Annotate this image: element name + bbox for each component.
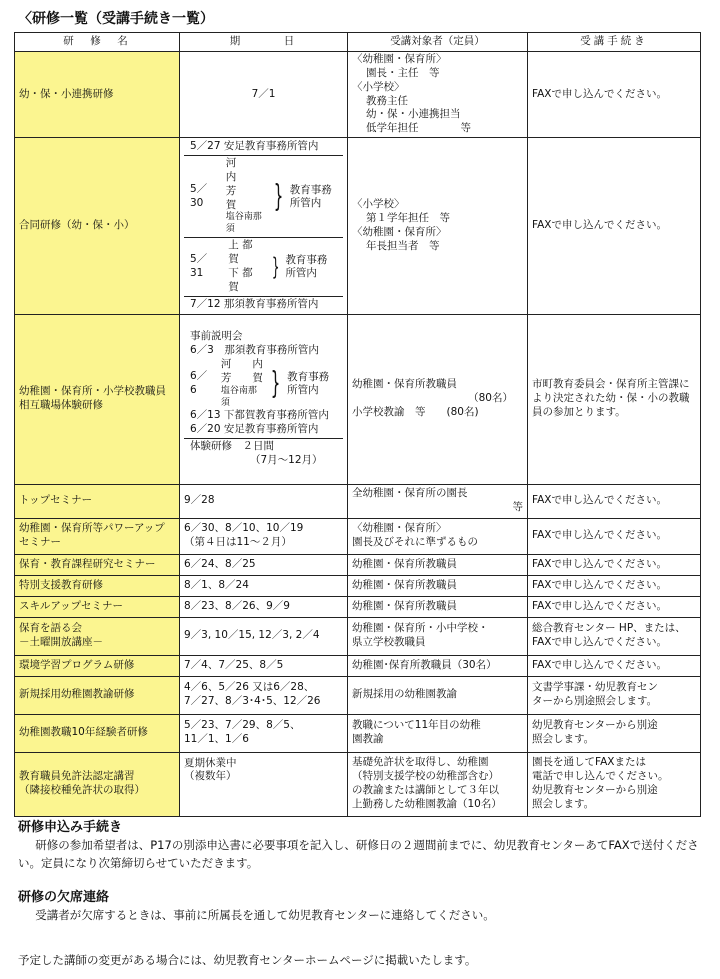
date-segment xyxy=(184,329,343,439)
training-name: 新規採用幼稚園教諭研修 xyxy=(15,676,180,714)
date-segment: 5／27 安足教育事務所管内 xyxy=(184,139,343,156)
date-line: 夏期休業中 xyxy=(184,756,237,769)
training-name: 保育・教育課程研究セミナー xyxy=(15,554,180,575)
date-line: 体験研修 ２日間 xyxy=(190,440,274,453)
table-row xyxy=(15,554,701,575)
office-name: 河 内 xyxy=(220,357,263,370)
date-line: 6／13 下都賀教育事務所管内 xyxy=(190,409,329,422)
date-line: 6／3 那須教育事務所管内 xyxy=(190,344,319,357)
training-proc xyxy=(528,617,701,655)
training-target xyxy=(348,314,528,484)
date-segment xyxy=(184,238,343,296)
proc-line: FAXで申し込んでください。 xyxy=(532,636,667,648)
training-target xyxy=(348,714,528,752)
table-row xyxy=(15,752,701,816)
training-name: 合同研修（幼・保・小） xyxy=(15,138,180,314)
training-target xyxy=(348,484,528,518)
office-label: 教育事務所管内 xyxy=(287,371,330,396)
training-proc: FAXで申し込んでください。 xyxy=(528,596,701,617)
training-target xyxy=(348,752,528,816)
training-date: 9／3, 10／15, 12／3, 2／4 xyxy=(180,617,348,655)
training-target: 幼稚園・保育所教職員 xyxy=(348,575,528,596)
office-name: 河 内 xyxy=(225,157,258,183)
training-proc xyxy=(528,676,701,714)
training-name: 環境学習プログラム研修 xyxy=(15,655,180,676)
date-segment xyxy=(184,439,343,469)
training-date: 9／28 xyxy=(180,484,348,518)
date-line: 4／6、5／26 又は6／28、 xyxy=(184,681,315,694)
training-name: 幼稚園・保育所等パワーアップセミナー xyxy=(15,518,180,554)
office-name: 上 都 賀 xyxy=(228,239,253,266)
target-line: 〈幼稚園・保育所〉 xyxy=(352,522,447,535)
target-line: 幼・保・小連携担当 xyxy=(366,108,461,121)
table-row xyxy=(15,714,701,752)
table-row xyxy=(15,484,701,518)
target-line: 〈幼稚園・保育所〉 xyxy=(352,225,447,238)
training-date xyxy=(180,518,348,554)
target-line: 〈小学校〉 xyxy=(352,198,405,211)
target-line: 幼稚園・保育所・小中学校・ xyxy=(352,622,489,635)
proc-line: 照会します。 xyxy=(532,797,595,810)
table-row xyxy=(15,52,701,138)
target-line: 〈小学校〉 xyxy=(352,80,405,93)
target-line: 上勤務した幼稚園教諭（10名） xyxy=(352,797,502,810)
training-date: 6／24、8／25 xyxy=(180,554,348,575)
table-header-row xyxy=(15,33,701,52)
training-date: 7／4、7／25、8／5 xyxy=(180,655,348,676)
proc-line: 照会します。 xyxy=(532,733,595,745)
table-row xyxy=(15,518,701,554)
training-name: 特別支援教育研修 xyxy=(15,575,180,596)
target-line: 〈幼稚園・保育所〉 xyxy=(352,53,447,65)
training-proc: FAXで申し込んでください。 xyxy=(528,655,701,676)
office-name: 下 都 賀 xyxy=(228,266,253,293)
training-date xyxy=(180,314,348,484)
training-name xyxy=(15,617,180,655)
target-line: の教諭または講師として３年以 xyxy=(352,784,499,796)
training-target: 幼稚園･保育所教職員（30名） xyxy=(348,655,528,676)
training-proc: FAXで申し込んでください。 xyxy=(528,52,701,138)
proc-line: 電話で申し込んでください。 xyxy=(532,770,669,783)
date-line: 5／23、7／29、8／5、 xyxy=(184,719,301,732)
proc-line: 総合教育センター HP、または、 xyxy=(532,622,686,635)
table-row xyxy=(15,314,701,484)
date-line: （第４日は11～２月） xyxy=(184,536,292,548)
table-row xyxy=(15,676,701,714)
training-date xyxy=(180,752,348,816)
page-title: 〈研修一覧（受講手続き一覧） xyxy=(18,11,214,27)
section-text-absence: 受講者が欠席するときは、事前に所属長を通して幼児教育センターに連絡してください。 xyxy=(35,908,495,922)
target-line: 園長・主任 等 xyxy=(366,66,440,79)
office-name: 塩谷南那須 xyxy=(220,385,257,408)
date-value: 5／30 xyxy=(190,182,208,209)
training-target: 幼稚園・保育所教職員 xyxy=(348,596,528,617)
date-segment xyxy=(184,156,343,238)
name-line: 保育を語る会 xyxy=(19,622,82,635)
training-date xyxy=(180,676,348,714)
date-line: 事前説明会 xyxy=(190,330,243,343)
office-name: 塩谷南那須 xyxy=(225,212,262,235)
brace-icon: } xyxy=(271,252,280,281)
date-line: （複数年） xyxy=(184,770,237,783)
date-value: 6／6 xyxy=(190,369,208,396)
footer-note: 予定した講師の変更がある場合には、幼児教育センターホームページに掲載いたします。 xyxy=(18,953,477,967)
training-date xyxy=(180,138,348,314)
table-row xyxy=(15,596,701,617)
name-line: （隣接校種免許状の取得） xyxy=(19,784,145,796)
training-target: 幼稚園・保育所教職員 xyxy=(348,554,528,575)
target-line: 教務主任 xyxy=(366,94,408,107)
training-proc: FAXで申し込んでください。 xyxy=(528,554,701,575)
office-name: 芳 賀 xyxy=(225,184,258,211)
header-date: 期 日 xyxy=(180,33,348,52)
training-proc: FAXで申し込んでください。 xyxy=(528,518,701,554)
training-date xyxy=(180,714,348,752)
training-proc xyxy=(528,714,701,752)
target-line: 低学年担任 等 xyxy=(366,122,471,135)
training-date: 7／1 xyxy=(180,52,348,138)
training-target xyxy=(348,518,528,554)
name-line: －土曜開放講座－ xyxy=(19,636,103,648)
date-line: 11／1、1／6 xyxy=(184,733,249,745)
header-target: 受講対象者（定員） xyxy=(348,33,528,52)
header-proc: 受講手続き xyxy=(528,33,701,52)
office-names xyxy=(226,157,267,236)
training-proc: FAXで申し込んでください。 xyxy=(528,138,701,314)
date-line: 6／20 安足教育事務所管内 xyxy=(190,423,319,436)
table-row xyxy=(15,138,701,314)
training-table xyxy=(14,32,701,817)
training-proc: FAXで申し込んでください。 xyxy=(528,484,701,518)
date-line: （7月～12月） xyxy=(250,453,323,466)
training-name: トップセミナー xyxy=(15,484,180,518)
proc-line: 園長を通してFAXまたは xyxy=(532,756,646,769)
training-proc: FAXで申し込んでください。 xyxy=(528,575,701,596)
office-label: 教育事務所管内 xyxy=(285,254,328,279)
date-segment: 7／12 那須教育事務所管内 xyxy=(190,297,319,310)
training-target xyxy=(348,52,528,138)
date-value: 5／31 xyxy=(190,253,208,279)
target-line: 小学校教諭 等 (80名) xyxy=(352,405,479,418)
target-line: （特別支援学校の幼稚部含む） xyxy=(352,770,499,783)
date-line: 7／27、8／3･4･5、12／26 xyxy=(184,695,321,707)
training-date: 8／1、8／24 xyxy=(180,575,348,596)
proc-line: 幼児教育センターから別途 xyxy=(532,784,658,796)
training-name: スキルアップセミナー xyxy=(15,596,180,617)
proc-line: ターから別途照会します。 xyxy=(532,695,658,707)
office-name: 芳 賀 xyxy=(220,371,263,384)
target-line: 園長及びそれに準ずるもの xyxy=(352,536,478,548)
training-name xyxy=(15,752,180,816)
training-target xyxy=(348,617,528,655)
office-names xyxy=(221,358,264,409)
section-heading-absence: 研修の欠席連絡 xyxy=(18,890,110,905)
date-line: 6／30、8／10、10／19 xyxy=(184,522,304,535)
proc-line: 幼児教育センターから別途 xyxy=(532,719,658,732)
target-line: 第１学年担任 等 xyxy=(366,211,450,224)
training-target xyxy=(348,138,528,314)
target-line: 基礎免許状を取得し、幼稚園 xyxy=(352,756,489,769)
training-target: 新規採用の幼稚園教諭 xyxy=(348,676,528,714)
training-date: 8／23、8／26、9／9 xyxy=(180,596,348,617)
office-names xyxy=(228,239,266,294)
target-line: （80名） xyxy=(468,392,513,405)
brace-icon: } xyxy=(273,178,283,214)
training-proc xyxy=(528,752,701,816)
target-line: 幼稚園・保育所教職員 xyxy=(352,378,457,391)
target-line: 全幼稚園・保育所の園長 xyxy=(352,487,468,500)
table-row xyxy=(15,655,701,676)
target-line: 県立学校教職員 xyxy=(352,636,426,648)
date-line xyxy=(190,358,337,409)
training-name: 幼・保・小連携研修 xyxy=(15,52,180,138)
section-text-application: 研修の参加希望者は、P17の別添申込書に必要事項を記入し、研修日の２週間前までに、幼児教育センターあてFAXで送付ください。定員になり次第締切らせていただきます。 xyxy=(18,838,699,871)
training-name: 幼稚園・保育所・小学校教職員相互職場体験研修 xyxy=(15,314,180,484)
training-name: 幼稚園教職10年経験者研修 xyxy=(15,714,180,752)
target-line: 等 xyxy=(512,501,523,513)
table-row xyxy=(15,617,701,655)
target-line: 教職について11年目の幼稚 xyxy=(352,719,481,732)
table-row xyxy=(15,575,701,596)
target-line: 園教諭 xyxy=(352,733,384,745)
name-line: 教育職員免許法認定講習 xyxy=(19,770,135,783)
training-proc: 市町教育委員会・保育所主管課により決定された幼・保・小の教職員の参加とります。 xyxy=(528,314,701,484)
target-line: 年長担当者 等 xyxy=(366,239,440,252)
brace-icon: } xyxy=(270,365,281,401)
section-heading-application: 研修申込み手続き xyxy=(18,820,123,835)
office-label: 教育事務所管内 xyxy=(289,184,332,209)
header-name: 研 修 名 xyxy=(15,33,180,52)
proc-line: 文書学事課・幼児教育セン xyxy=(532,681,658,694)
